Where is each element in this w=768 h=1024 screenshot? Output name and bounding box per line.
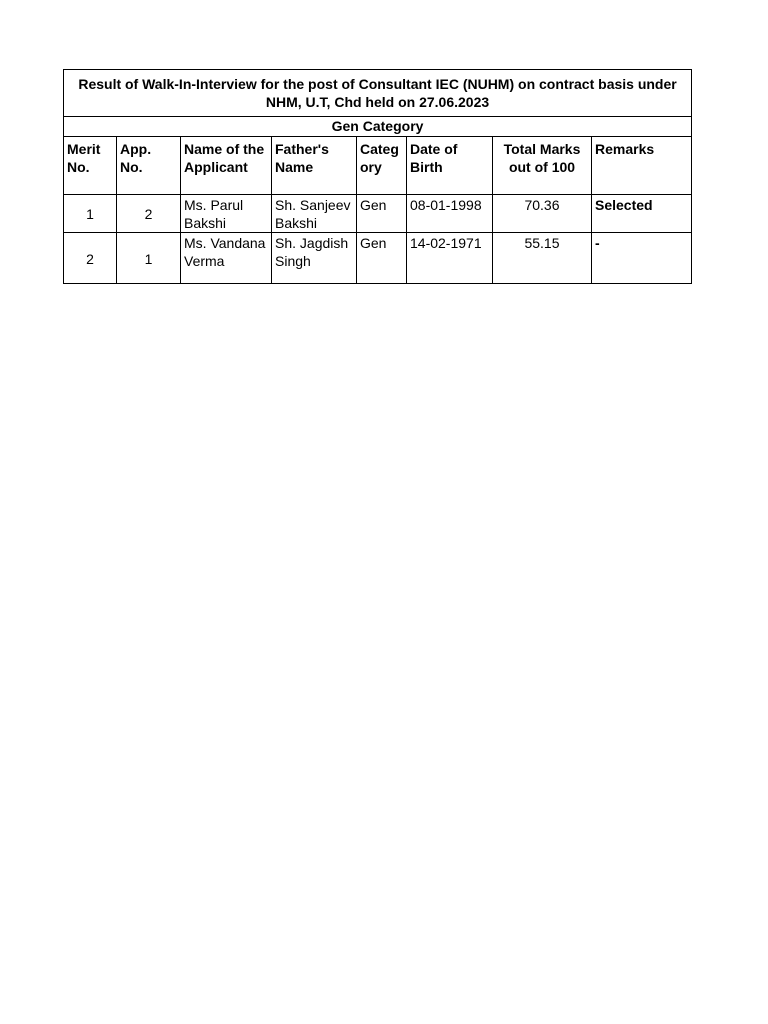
header-father: Father's Name <box>272 137 357 195</box>
cell-remarks: Selected <box>592 195 692 233</box>
header-merit-no: Merit No. <box>64 137 117 195</box>
cell-category: Gen <box>357 195 407 233</box>
cell-merit-no: 1 <box>64 195 117 233</box>
cell-father: Sh. Jagdish Singh <box>272 233 357 284</box>
header-row <box>64 137 692 195</box>
cell-merit-no: 2 <box>64 233 117 284</box>
cell-category: Gen <box>357 233 407 284</box>
category-row <box>64 117 692 137</box>
header-dob: Date of Birth <box>407 137 493 195</box>
category-heading: Gen Category <box>64 117 692 137</box>
header-app-no: App. No. <box>117 137 181 195</box>
header-name: Name of the Applicant <box>181 137 272 195</box>
table-row <box>64 195 692 233</box>
title-row <box>64 70 692 117</box>
header-marks: Total Marks out of 100 <box>493 137 592 195</box>
cell-remarks: - <box>592 233 692 284</box>
cell-dob: 14-02-1971 <box>407 233 493 284</box>
cell-name: Ms. Vandana Verma <box>181 233 272 284</box>
cell-marks: 70.36 <box>493 195 592 233</box>
result-table <box>63 69 692 284</box>
cell-app-no: 2 <box>117 195 181 233</box>
header-remarks: Remarks <box>592 137 692 195</box>
table-row <box>64 233 692 284</box>
cell-marks: 55.15 <box>493 233 592 284</box>
cell-name: Ms. Parul Bakshi <box>181 195 272 233</box>
document-title: Result of Walk-In-Interview for the post of Consultant IEC (NUHM) on contract basis under NHM, U.T, Chd held on 27.06.2023 <box>64 70 692 117</box>
header-category: Categ ory <box>357 137 407 195</box>
cell-app-no: 1 <box>117 233 181 284</box>
cell-father: Sh. Sanjeev Bakshi <box>272 195 357 233</box>
cell-dob: 08-01-1998 <box>407 195 493 233</box>
